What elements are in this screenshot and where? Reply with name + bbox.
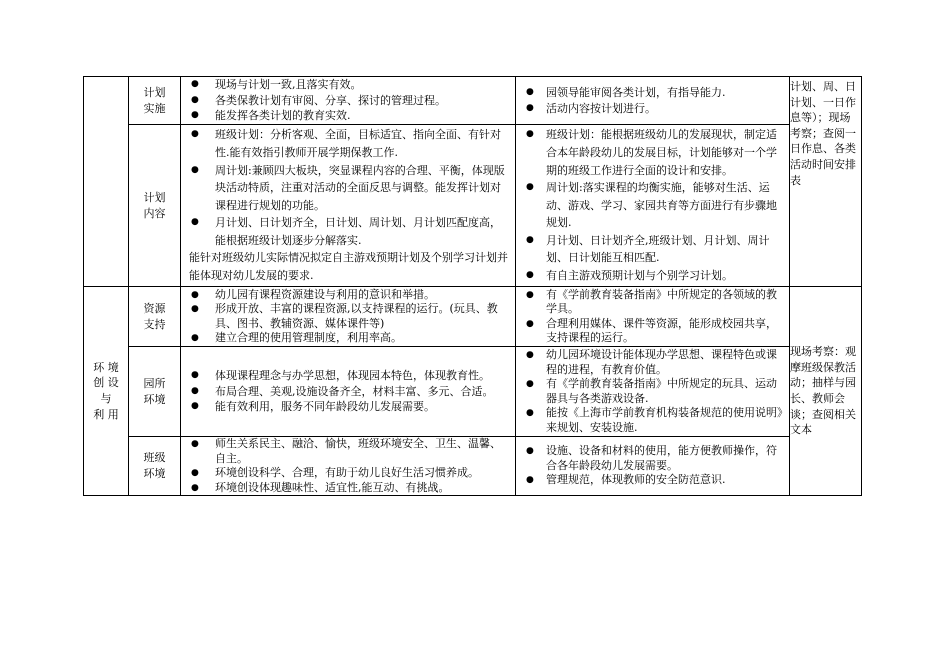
list-item: ● 设施、设备和材料的使用，能方便教师操作，符合各年龄段幼儿发展需要。 — [516, 444, 789, 473]
list-item: ● 各类保教计划有审阅、分享、探讨的管理过程。 — [181, 93, 515, 109]
list-item: ● 形成开放、丰富的课程资源,以支持课程的运行。(玩具、教具、图书、教辅资源、媒体课件等) — [181, 302, 515, 331]
subcategory-label: 班级 环境 — [143, 451, 166, 480]
note-text: 能针对班级幼儿实际情况拟定自主游戏预期计划及个别学习计划并能体现对幼儿发展的要求. — [189, 251, 508, 283]
list-item: ● 布局合理、美观,设施设备齐全，材料丰富、多元、合适。 — [181, 384, 515, 400]
category-label: 环 境 创 设 与 利 用 — [93, 360, 119, 421]
indicator-cell — [516, 77, 790, 125]
subcategory-label: 计划 实施 — [143, 85, 166, 115]
list-item: ● 月计划、日计划齐全,班级计划、月计划、周计划、日计划能互相匹配. — [516, 232, 789, 267]
evaluation-table — [83, 76, 862, 496]
criteria-cell — [181, 287, 516, 347]
subcategory-cell — [129, 437, 181, 496]
table-row — [84, 347, 862, 437]
list-item: ● 能按《上海市学前教育机构装备规范的使用说明》来规划、安装设施. — [516, 406, 789, 435]
list-item: ● 能有效利用，服务不同年龄段幼儿发展需要。 — [181, 399, 515, 415]
subcategory-cell — [129, 347, 181, 437]
subcategory-label: 园所 环境 — [143, 376, 166, 406]
subcategory-cell — [129, 287, 181, 347]
list-item: ● 环境创设科学、合理，有助于幼儿良好生活习惯养成。 — [181, 466, 515, 481]
table-row — [84, 125, 862, 287]
list-item: ● 有《学前教育装备指南》中所规定的玩具、运动器具与各类游戏设备. — [516, 377, 789, 406]
list-item: ● 有自主游戏预期计划与个别学习计划。 — [516, 267, 789, 285]
category-cell-plan — [84, 77, 129, 287]
method-cell-plan — [790, 77, 862, 287]
list-item: ● 园领导能审阅各类计划，有指导能力. — [516, 85, 789, 101]
subcategory-cell — [129, 77, 181, 125]
list-item: ● 师生关系民主、融洽、愉快，班级环境安全、卫生、温馨、自主。 — [181, 437, 515, 466]
criteria-cell — [181, 437, 516, 496]
criteria-cell — [181, 125, 516, 287]
list-item: ● 活动内容按计划进行。 — [516, 101, 789, 117]
list-item: ● 建立合理的使用管理制度，利用率高。 — [181, 331, 515, 346]
subcategory-label: 计划 内容 — [143, 190, 166, 220]
list-item: ● 有《学前教育装备指南》中所规定的各领域的教学具。 — [516, 288, 789, 317]
criteria-cell — [181, 347, 516, 437]
list-item: ● 月计划、日计划齐全，日计划、周计划、月计划匹配度高，能根据班级计划逐步分解落实. — [181, 214, 515, 249]
criteria-cell — [181, 77, 516, 125]
indicator-cell — [516, 437, 790, 496]
list-item: ● 管理规范，体现教师的安全防范意识. — [516, 473, 789, 488]
method-text: 计划、周、日计划、一日作息等）；现场考察；查阅一日作息、各类活动时间安排表 — [790, 80, 856, 187]
list-item: ● 班级计划：能根据班级幼儿的发展现状，制定适合本年龄段幼儿的发展目标，计划能够对一个学期的班级工作进行全面的设计和安排。 — [516, 126, 789, 179]
method-text: 现场考察：观摩班级保教活动；抽样与园长、教师会谈；查阅相关文本 — [790, 345, 856, 437]
indicator-cell — [516, 347, 790, 437]
list-item: ● 体现课程理念与办学思想，体现园本特色，体现教育性。 — [181, 368, 515, 384]
list-item: ● 能发挥各类计划的教育实效. — [181, 108, 515, 124]
list-item: ● 周计划:兼顾四大板块，突显课程内容的合理、平衡，体现版块活动特质，注重对活动的全面反思与调整。能发挥计划对课程进行规划的功能。 — [181, 162, 515, 215]
list-item: ● 现场与计划一致,且落实有效。 — [181, 77, 515, 93]
list-item: ● 环境创设体现趣味性、适宜性,能互动、有挑战。 — [181, 481, 515, 496]
list-item: ● 幼儿园有课程资源建设与利用的意识和举措。 — [181, 288, 515, 303]
list-item: ● 班级计划：分析客观、全面，目标适宜、指向全面、有针对性.能有效指引教师开展学期保教工作. — [181, 126, 515, 161]
method-cell-environment — [790, 287, 862, 496]
table-row — [84, 77, 862, 125]
list-item: ● 周计划:落实课程的均衡实施，能够对生活、运动、游戏、学习、家园共育等方面进行有步骤地规划. — [516, 179, 789, 232]
list-item: ● 合理利用媒体、课件等资源，能形成校园共享，支持课程的运行。 — [516, 317, 789, 346]
list-item: ● 幼儿园环境设计能体现办学思想、课程特色或课程的进程，有教育价值。 — [516, 348, 789, 377]
category-cell-environment — [84, 287, 129, 496]
subcategory-label: 资源 支持 — [143, 301, 166, 331]
table-row — [84, 287, 862, 347]
table-row — [84, 437, 862, 496]
indicator-cell — [516, 125, 790, 287]
subcategory-cell — [129, 125, 181, 287]
indicator-cell — [516, 287, 790, 347]
